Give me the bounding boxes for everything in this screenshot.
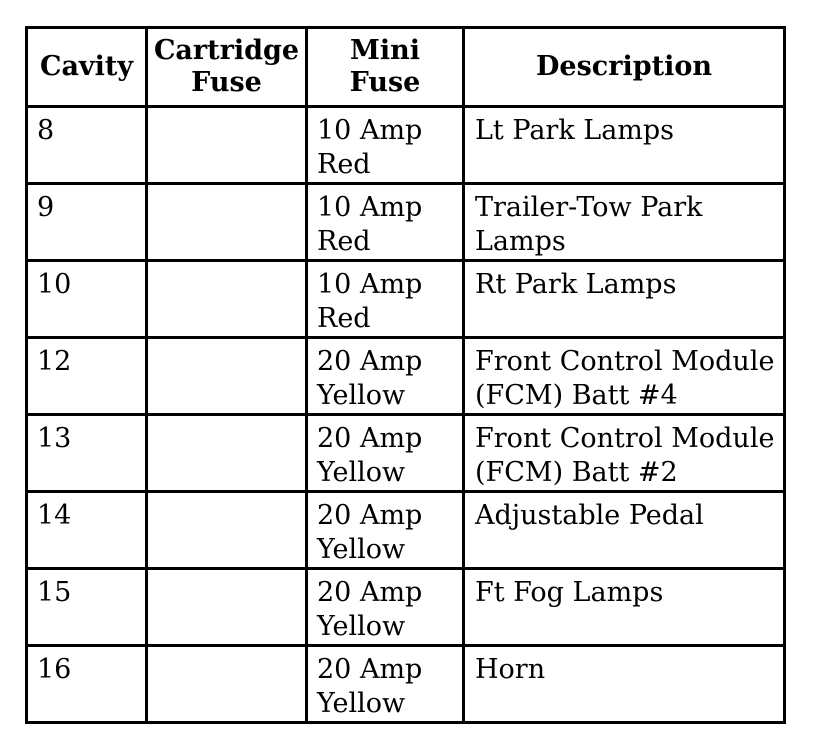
table-row: [27, 569, 785, 646]
mini-fuse-cell: [307, 184, 464, 261]
table-row: [27, 107, 785, 184]
mini-fuse-color: Red: [317, 149, 371, 180]
table-row: [27, 338, 785, 415]
cavity-cell: [27, 415, 147, 492]
description-cell: [464, 338, 785, 415]
cavity-cell: [27, 338, 147, 415]
description-cell: [464, 107, 785, 184]
cartridge-fuse-cell: [147, 569, 307, 646]
table-row: [27, 646, 785, 723]
cavity-value: 13: [37, 423, 72, 454]
cavity-cell: [27, 184, 147, 261]
cavity-cell: [27, 492, 147, 569]
description-cell: [464, 569, 785, 646]
mini-fuse-rating: 20 Amp: [317, 577, 423, 608]
description-cell: [464, 415, 785, 492]
mini-fuse-cell: [307, 646, 464, 723]
cartridge-fuse-cell: [147, 261, 307, 338]
mini-fuse-cell: [307, 261, 464, 338]
header-mini-fuse: [307, 28, 464, 107]
header-description: [464, 28, 785, 107]
cavity-value: 14: [37, 500, 72, 531]
description-line1: Horn: [475, 654, 546, 685]
description-line1: Adjustable Pedal: [475, 500, 704, 531]
description-cell: [464, 646, 785, 723]
mini-fuse-rating: 10 Amp: [317, 115, 423, 146]
header-cartridge-line1: Cartridge: [153, 35, 300, 66]
cavity-value: 10: [37, 269, 72, 300]
cavity-value: 8: [37, 115, 55, 146]
fuse-table: [25, 26, 786, 724]
description-cell: [464, 261, 785, 338]
mini-fuse-color: Yellow: [317, 457, 406, 488]
mini-fuse-rating: 20 Amp: [317, 423, 423, 454]
mini-fuse-color: Red: [317, 226, 371, 257]
mini-fuse-color: Red: [317, 303, 371, 334]
mini-fuse-cell: [307, 107, 464, 184]
mini-fuse-color: Yellow: [317, 380, 406, 411]
cavity-value: 16: [37, 654, 72, 685]
cavity-value: 9: [37, 192, 55, 223]
mini-fuse-rating: 10 Amp: [317, 192, 423, 223]
mini-fuse-rating: 20 Amp: [317, 500, 423, 531]
description-cell: [464, 492, 785, 569]
cavity-value: 12: [37, 346, 72, 377]
cartridge-fuse-cell: [147, 492, 307, 569]
mini-fuse-color: Yellow: [317, 688, 406, 719]
header-row: [27, 28, 785, 107]
cartridge-fuse-cell: [147, 415, 307, 492]
header-description-label: Description: [536, 51, 712, 82]
cavity-cell: [27, 261, 147, 338]
table-row: [27, 184, 785, 261]
description-line1: Rt Park Lamps: [475, 269, 677, 300]
table-row: [27, 415, 785, 492]
header-cartridge-fuse: [147, 28, 307, 107]
header-cartridge-line2: Fuse: [191, 67, 262, 98]
cavity-value: 15: [37, 577, 72, 608]
description-line1: Trailer-Tow Park: [475, 192, 703, 223]
header-cavity: [27, 28, 147, 107]
description-cell: [464, 184, 785, 261]
description-line2: Lamps: [475, 226, 566, 257]
mini-fuse-cell: [307, 492, 464, 569]
mini-fuse-color: Yellow: [317, 611, 406, 642]
mini-fuse-cell: [307, 569, 464, 646]
description-line1: Lt Park Lamps: [475, 115, 675, 146]
mini-fuse-rating: 20 Amp: [317, 346, 423, 377]
description-line2: (FCM) Batt #2: [475, 457, 678, 488]
mini-fuse-rating: 20 Amp: [317, 654, 423, 685]
header-cavity-label: Cavity: [39, 51, 134, 82]
mini-fuse-cell: [307, 415, 464, 492]
mini-fuse-cell: [307, 338, 464, 415]
header-mini-line1: Mini: [349, 35, 421, 66]
mini-fuse-rating: 10 Amp: [317, 269, 423, 300]
description-line1: Ft Fog Lamps: [475, 577, 664, 608]
mini-fuse-color: Yellow: [317, 534, 406, 565]
table-row: [27, 492, 785, 569]
description-line2: (FCM) Batt #4: [475, 380, 678, 411]
description-line1: Front Control Module: [475, 346, 775, 377]
cavity-cell: [27, 569, 147, 646]
description-line1: Front Control Module: [475, 423, 775, 454]
header-mini-line2: Fuse: [349, 67, 421, 98]
table-row: [27, 261, 785, 338]
cartridge-fuse-cell: [147, 184, 307, 261]
cartridge-fuse-cell: [147, 338, 307, 415]
cartridge-fuse-cell: [147, 107, 307, 184]
cartridge-fuse-cell: [147, 646, 307, 723]
cavity-cell: [27, 646, 147, 723]
cavity-cell: [27, 107, 147, 184]
